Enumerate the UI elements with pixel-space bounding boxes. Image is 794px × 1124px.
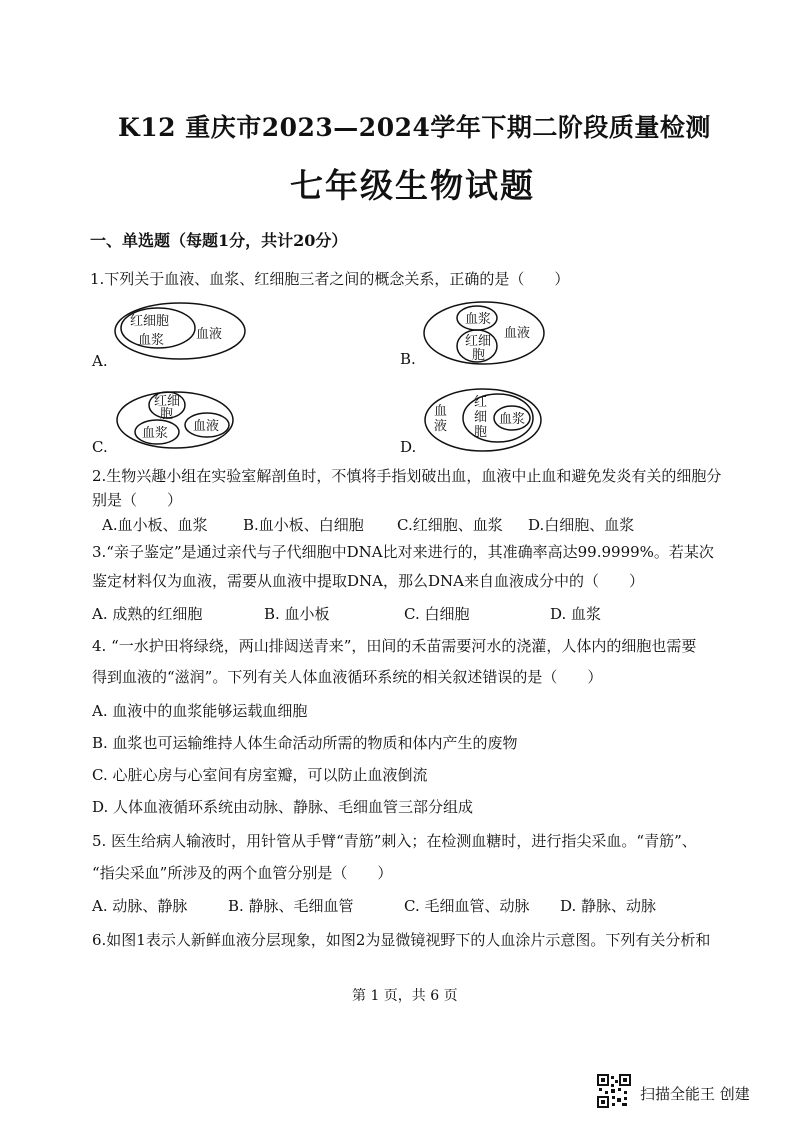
q1-a-item1: 红细胞	[130, 314, 170, 329]
q5-option-c[interactable]: C. 毛细血管、动脉	[404, 897, 530, 915]
q3-option-d[interactable]: D. 血浆	[550, 605, 602, 623]
question-5-line1: 5. 医生给病人输液时，用针管从手臂“青筋”刺入；在检测血糖时，进行指尖采血。“青筋”、	[92, 832, 697, 850]
q1-d-outer-a: 血	[434, 404, 448, 419]
q1-c-item1a: 红细	[154, 394, 181, 409]
q1-option-a-label: A.	[92, 352, 108, 370]
q2-option-a[interactable]: A.血小板、血浆	[102, 516, 208, 534]
q1-c-item1b: 胞	[160, 407, 174, 422]
q4-option-b[interactable]: B. 血浆也可运输维持人体生命活动所需的物质和体内产生的废物	[92, 734, 518, 752]
question-3-line1: 3.“亲子鉴定”是通过亲代与子代细胞中DNA比对来进行的，其准确率高达99.9999%。若某次	[92, 543, 714, 561]
q1-c-item3: 血液	[193, 419, 220, 434]
q1-option-b-diagram[interactable]	[420, 298, 550, 368]
q1-c-item2: 血浆	[142, 426, 169, 441]
q3-option-a[interactable]: A. 成熟的红细胞	[92, 605, 203, 623]
q1-b-item1: 血浆	[465, 312, 492, 327]
question-2-line2: 别是（ ）	[92, 491, 183, 509]
question-1-stem: 1.下列关于血液、血浆、红细胞三者之间的概念关系，正确的是（ ）	[90, 270, 570, 288]
q1-d-mid-a: 红	[474, 395, 488, 410]
q1-option-a-diagram[interactable]	[110, 298, 250, 364]
q5-option-d[interactable]: D. 静脉、动脉	[560, 897, 657, 915]
q1-option-b-label: B.	[400, 350, 416, 368]
q1-b-item2a: 红细	[465, 334, 492, 349]
q4-option-c[interactable]: C. 心脏心房与心室间有房室瓣，可以防止血液倒流	[92, 766, 428, 784]
q1-option-c-label: C.	[92, 438, 108, 456]
section-heading: 一、单选题（每题1分，共计20分）	[90, 231, 348, 250]
q1-d-mid-c: 胞	[474, 425, 488, 440]
q4-option-d[interactable]: D. 人体血液循环系统由动脉、静脉、毛细血管三部分组成	[92, 798, 474, 816]
q1-option-d-label: D.	[400, 438, 417, 456]
q1-a-item2: 血浆	[138, 333, 165, 348]
q2-option-b[interactable]: B.血小板、白细胞	[243, 516, 364, 534]
q1-option-c-diagram[interactable]	[112, 388, 240, 452]
scanner-watermark: 扫描全能王 创建	[640, 1085, 750, 1103]
question-6-line1: 6.如图1表示人新鲜血液分层现象，如图2为显微镜视野下的人血涂片示意图。下列有关分析和	[92, 931, 711, 949]
question-5-line2: “指尖采血”所涉及的两个血管分别是（ ）	[92, 864, 393, 882]
exam-title: K12 重庆市2023—2024学年下期二阶段质量检测	[118, 113, 711, 142]
q2-option-c[interactable]: C.红细胞、血浆	[397, 516, 503, 534]
q1-b-item2b: 胞	[472, 348, 486, 363]
question-2-line1: 2.生物兴趣小组在实验室解剖鱼时，不慎将手指划破出血，血液中止血和避免发炎有关的细胞分	[92, 467, 722, 485]
question-4-line1: 4. “一水护田将绿绕，两山排闼送青来”，田间的禾苗需要河水的浇灌，人体内的细胞也需要	[92, 637, 697, 655]
q5-option-a[interactable]: A. 动脉、静脉	[92, 897, 188, 915]
question-4-line2: 得到血液的“滋润”。下列有关人体血液循环系统的相关叙述错误的是（ ）	[92, 668, 603, 686]
q3-option-b[interactable]: B. 血小板	[264, 605, 330, 623]
q1-d-mid-b: 细	[474, 410, 488, 425]
q3-option-c[interactable]: C. 白细胞	[404, 605, 470, 623]
page-number: 第 1 页，共 6 页	[352, 988, 458, 1004]
exam-subtitle: 七年级生物试题	[290, 166, 535, 205]
q1-a-outer: 血液	[196, 327, 223, 342]
q1-d-outer-b: 液	[434, 419, 448, 434]
q5-option-b[interactable]: B. 静脉、毛细血管	[228, 897, 354, 915]
question-3-line2: 鉴定材料仅为血液，需要从血液中提取DNA，那么DNA来自血液成分中的（ ）	[92, 572, 644, 590]
q1-d-inner: 血浆	[499, 412, 526, 427]
q1-option-d-diagram[interactable]	[420, 384, 550, 456]
q2-option-d[interactable]: D.白细胞、血浆	[528, 516, 635, 534]
q1-b-outer: 血液	[504, 326, 531, 341]
qr-code-icon	[597, 1074, 631, 1108]
q4-option-a[interactable]: A. 血液中的血浆能够运载血细胞	[92, 702, 308, 720]
